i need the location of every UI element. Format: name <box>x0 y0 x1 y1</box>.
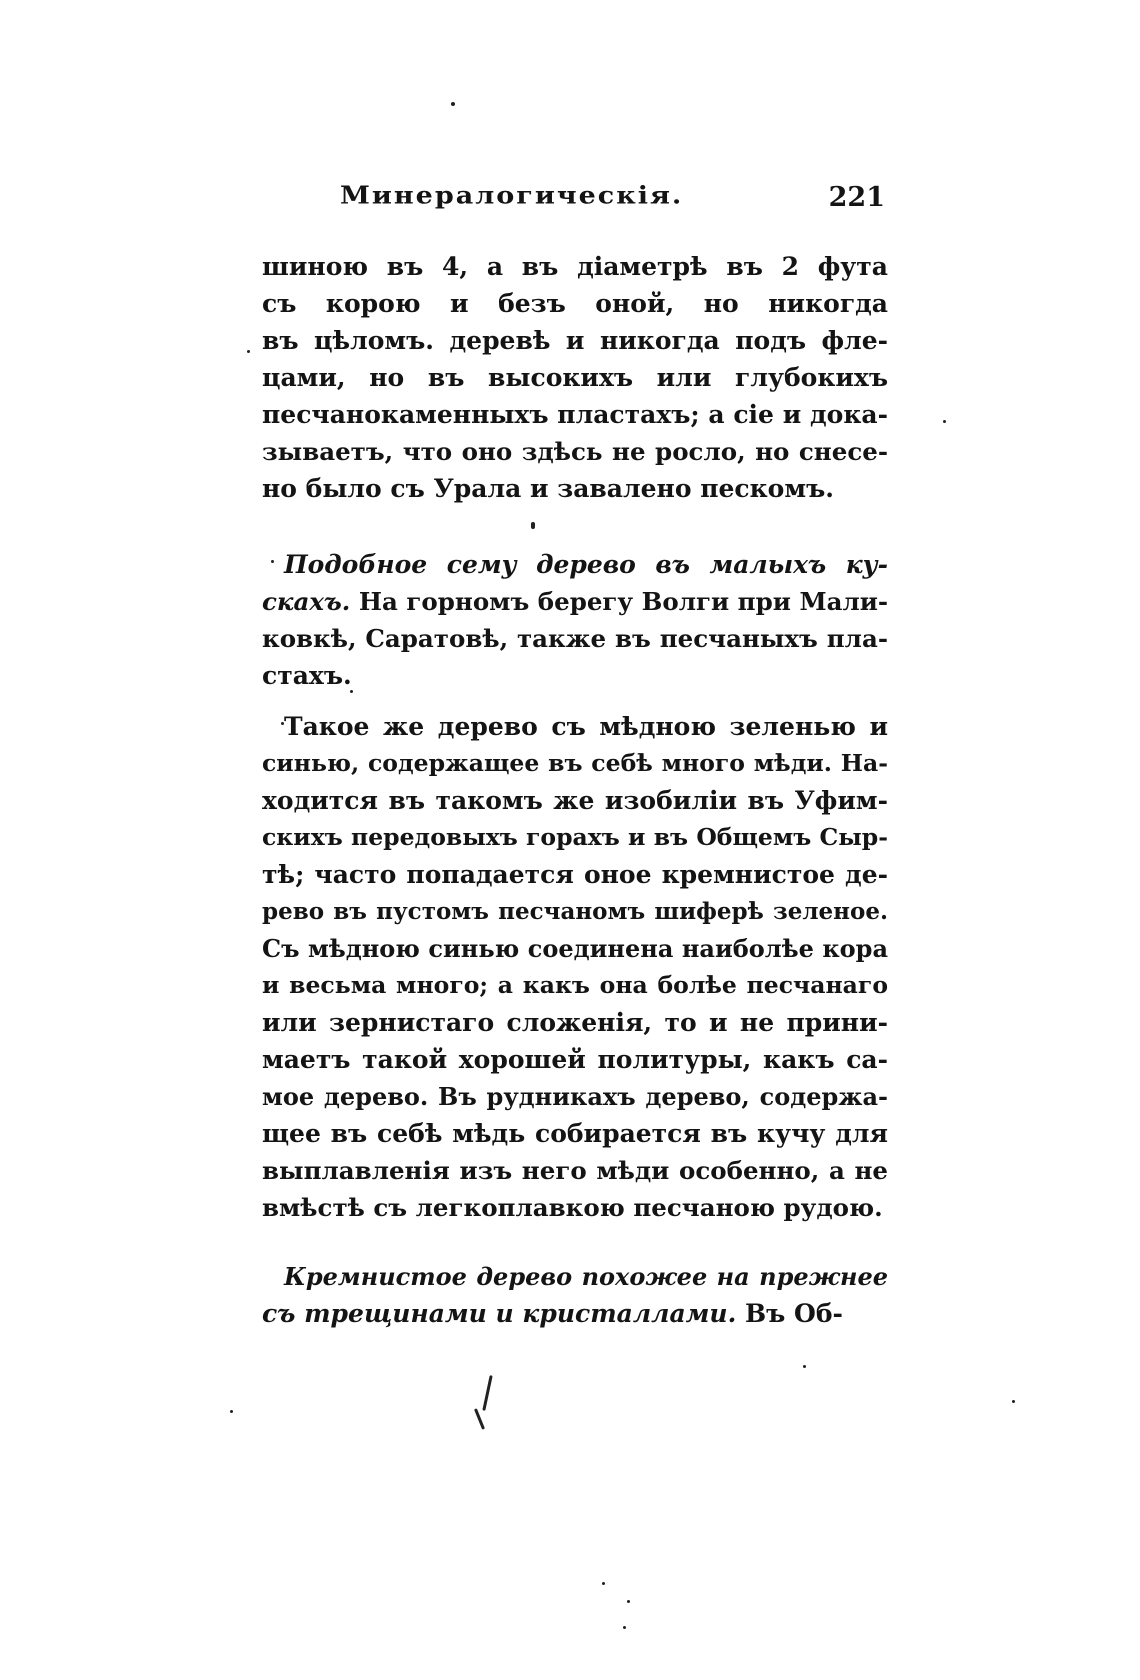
text-run: стахъ. <box>262 661 352 690</box>
paragraph <box>262 248 888 507</box>
text-run: тѣ; часто попадается оное кремнистое де- <box>262 860 888 889</box>
scan-speck <box>230 1410 233 1413</box>
text-line <box>262 433 888 470</box>
text-line <box>262 1115 888 1152</box>
text-line <box>262 1041 888 1078</box>
text-run: маетъ такой хорошей политуры, какъ са- <box>262 1045 888 1074</box>
text-line <box>262 285 888 322</box>
text-line <box>262 1078 888 1115</box>
italic-text: скахъ. <box>262 587 351 616</box>
text-line <box>262 583 888 620</box>
text-line <box>262 1004 888 1041</box>
text-line <box>262 546 888 583</box>
text-line <box>262 856 888 893</box>
text-line <box>262 248 888 285</box>
text-line <box>262 657 888 694</box>
text-run: ходится въ такомъ же изобиліи въ Уфим- <box>262 786 888 815</box>
text-line <box>262 708 888 745</box>
italic-text: Кремнистое дерево похожее на прежнее <box>284 1262 888 1291</box>
text-line <box>262 322 888 359</box>
text-run: въ цѣломъ. деревѣ и никогда подъ фле- <box>262 326 888 355</box>
text-run: Въ Об- <box>736 1299 843 1328</box>
text-run: ковкѣ, Саратовѣ, также въ песчаныхъ пла- <box>262 624 888 653</box>
page-number: 221 <box>828 182 885 213</box>
text-line <box>262 1189 888 1226</box>
text-run: съ корою и безъ оной, но никогда <box>262 289 888 318</box>
text-run: Такое же дерево съ мѣдною зеленью и <box>284 712 888 741</box>
scan-speck <box>271 560 274 563</box>
text-run: щее въ себѣ мѣдь собирается въ кучу для <box>262 1119 888 1148</box>
scan-speck <box>1012 1400 1015 1403</box>
text-run: шиною въ 4, а въ діаметрѣ въ 2 фута <box>262 252 888 281</box>
text-line <box>262 620 888 657</box>
scan-speck <box>623 1626 626 1629</box>
text-run: и весьма много; а какъ она болѣе песчанаго <box>262 971 888 999</box>
scan-speck <box>281 722 284 725</box>
text-run: песчанокаменныхъ пластахъ; а сіе и дока- <box>262 400 888 429</box>
text-line <box>262 819 888 856</box>
text-run: скихъ передовыхъ горахъ и въ Общемъ Сыр- <box>262 823 888 851</box>
text-run: На горномъ берегу Волги при Мали- <box>350 587 889 616</box>
paragraph <box>262 1258 888 1332</box>
running-head <box>340 182 885 222</box>
scan-speck <box>943 420 946 423</box>
text-line <box>262 470 888 507</box>
scan-speck <box>451 102 455 106</box>
scan-speck <box>474 1408 485 1430</box>
text-line <box>262 967 888 1004</box>
text-line <box>262 1152 888 1189</box>
text-run: мое дерево. Въ рудникахъ дерево, содержа- <box>262 1082 888 1111</box>
text-run: выплавленія изъ него мѣди особенно, а не <box>262 1156 888 1185</box>
text-run: Съ мѣдною синью соединена наиболѣе кора <box>262 934 888 963</box>
scan-speck <box>803 1365 806 1368</box>
scan-speck <box>350 690 353 693</box>
paragraph <box>262 546 888 694</box>
text-run: цами, но въ высокихъ или глубокихъ <box>262 363 888 392</box>
text-line <box>262 893 888 930</box>
scan-speck <box>602 1582 605 1585</box>
text-line <box>262 930 888 967</box>
scan-speck <box>531 522 535 529</box>
text-run: или зернистаго сложенія, то и не прини- <box>262 1008 888 1037</box>
text-run: синью, содержащее въ себѣ много мѣди. На- <box>262 749 888 777</box>
text-run: рево въ пустомъ песчаномъ шиферѣ зеленое. <box>262 898 888 925</box>
text-line <box>262 1258 888 1295</box>
text-line <box>262 359 888 396</box>
scan-speck <box>482 1375 492 1411</box>
text-run: вмѣстѣ съ легкоплавкою песчаною рудою. <box>262 1193 883 1222</box>
running-title: Минералогическія. <box>340 182 684 210</box>
italic-text: съ трещинами и кристаллами. <box>262 1299 737 1328</box>
text-line <box>262 745 888 782</box>
text-line <box>262 1295 888 1332</box>
scan-speck <box>627 1600 630 1603</box>
text-line <box>262 396 888 433</box>
scan-speck <box>247 350 250 353</box>
paragraph <box>262 708 888 1226</box>
text-run: но было съ Урала и завалено пескомъ. <box>262 474 834 503</box>
italic-text: Подобное сему дерево въ малыхъ ку- <box>284 550 888 579</box>
text-run: зываетъ, что оно здѣсь не росло, но снесе- <box>262 437 888 466</box>
text-line <box>262 782 888 819</box>
